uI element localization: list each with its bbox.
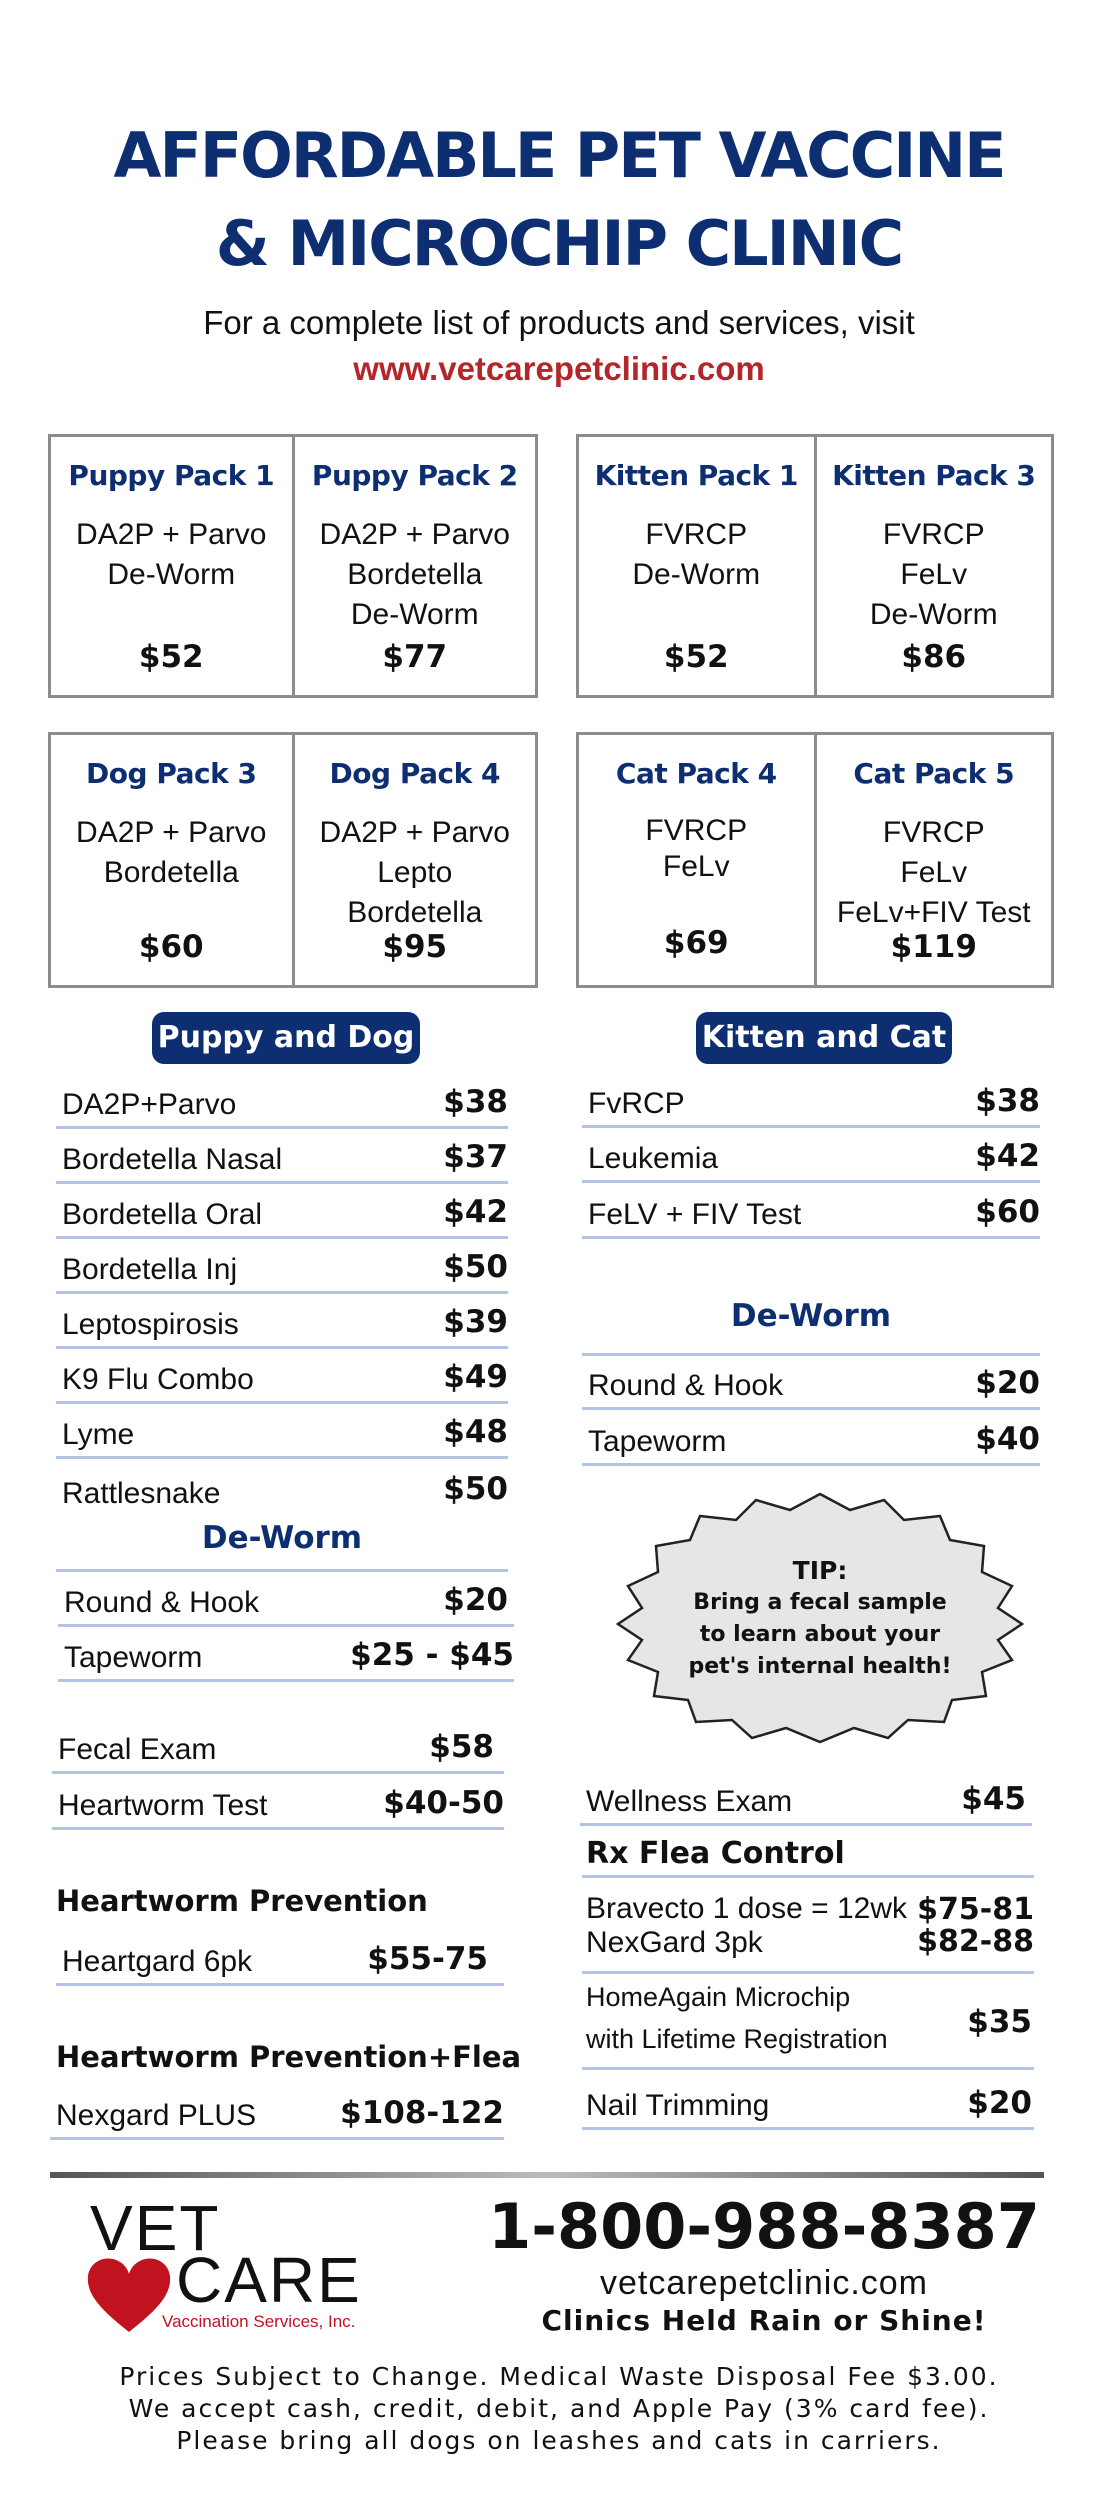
pack-price: $77 bbox=[382, 639, 448, 675]
pack-items bbox=[579, 813, 814, 885]
item-price: $39 bbox=[443, 1304, 508, 1340]
item-label: FvRCP bbox=[588, 1087, 685, 1120]
cat-deworm-heading: De-Worm bbox=[582, 1298, 1040, 1356]
page-title-line2: & MICROCHIP CLINIC bbox=[215, 207, 903, 280]
item-label: with Lifetime Registration bbox=[586, 2024, 888, 2054]
item-price: $45 bbox=[961, 1781, 1026, 1817]
pack-item: FeLv+FIV Test bbox=[836, 896, 1031, 929]
pack-item: FVRCP bbox=[882, 518, 985, 551]
item-price: $42 bbox=[975, 1138, 1040, 1174]
pack-price: $95 bbox=[382, 929, 448, 965]
pack-name: Cat Pack 4 bbox=[615, 757, 777, 790]
pack-item: Bordetella bbox=[103, 856, 239, 889]
price-row bbox=[56, 1930, 504, 1986]
cat-vaccine-list bbox=[582, 1076, 1040, 1239]
pack-price: $52 bbox=[138, 639, 204, 675]
price-row bbox=[50, 2084, 504, 2140]
page-title-line1: AFFORDABLE PET VACCINE bbox=[113, 119, 1005, 192]
kitten-packs-box bbox=[576, 434, 1054, 698]
pack-name: Dog Pack 3 bbox=[86, 757, 257, 790]
pack-item: FeLv bbox=[900, 856, 968, 889]
logo-vet-text: VET bbox=[90, 2192, 221, 2264]
pack-items bbox=[51, 515, 292, 595]
item-label: Bordetella Nasal bbox=[62, 1143, 283, 1176]
price-row bbox=[582, 2070, 1034, 2130]
pack-item: Lepto bbox=[377, 856, 453, 889]
item-label: Tapeworm bbox=[64, 1641, 203, 1674]
pack-card bbox=[814, 735, 1052, 985]
price-row bbox=[580, 1772, 1032, 1826]
price-row bbox=[582, 1076, 1040, 1128]
price-row bbox=[56, 1184, 508, 1239]
pack-price: $119 bbox=[890, 929, 977, 965]
item-label: Rattlesnake bbox=[62, 1477, 221, 1510]
item-price: $75-81 bbox=[917, 1892, 1034, 1927]
heart-icon bbox=[84, 2252, 174, 2336]
pack-item: FVRCP bbox=[645, 518, 748, 551]
item-price: $48 bbox=[443, 1414, 508, 1450]
item-price: $20 bbox=[967, 2085, 1032, 2121]
item-price: $20 bbox=[443, 1582, 508, 1618]
item-label: Lyme bbox=[62, 1418, 135, 1451]
pack-items bbox=[817, 515, 1052, 635]
footer-website[interactable]: vetcarepetclinic.com bbox=[599, 2264, 928, 2302]
tip-line: Bring a fecal sample bbox=[693, 1590, 947, 1615]
price-row bbox=[582, 1183, 1040, 1239]
price-row bbox=[56, 1076, 508, 1129]
item-label: DA2P+Parvo bbox=[62, 1088, 237, 1121]
dog-deworm-list bbox=[58, 1572, 514, 1682]
dog-vaccine-list bbox=[56, 1076, 508, 1513]
item-label: NexGard 3pk bbox=[586, 1926, 763, 1959]
item-price: $40-50 bbox=[383, 1785, 504, 1821]
pack-item: DA2P + Parvo bbox=[76, 518, 267, 551]
item-price: $82-88 bbox=[917, 1924, 1034, 1959]
website-link[interactable]: www.vetcarepetclinic.com bbox=[353, 350, 765, 387]
pack-item: Bordetella bbox=[347, 896, 483, 929]
pack-name: Cat Pack 5 bbox=[853, 757, 1015, 790]
subtitle: For a complete list of products and services, visit bbox=[203, 304, 915, 341]
item-price: $50 bbox=[443, 1471, 508, 1507]
kitten-cat-heading: Kitten and Cat bbox=[696, 1012, 952, 1064]
microchip-row bbox=[582, 1974, 1034, 2070]
price-row bbox=[56, 1404, 508, 1459]
tip-line: to learn about your bbox=[699, 1622, 941, 1647]
pack-items bbox=[295, 515, 536, 635]
pack-card bbox=[814, 437, 1052, 695]
price-row bbox=[56, 1294, 508, 1349]
item-price: $55-75 bbox=[367, 1941, 488, 1977]
item-price: $38 bbox=[443, 1084, 508, 1120]
item-label: Nexgard PLUS bbox=[56, 2099, 257, 2132]
flea-control-header bbox=[582, 1826, 1034, 1878]
item-price: $25 - $45 bbox=[350, 1637, 514, 1673]
pack-item: DA2P + Parvo bbox=[319, 816, 510, 849]
logo-care-text: CARE bbox=[176, 2244, 362, 2316]
item-price: $60 bbox=[975, 1194, 1040, 1230]
pack-name: Kitten Pack 3 bbox=[832, 459, 1036, 492]
price-row bbox=[582, 1128, 1040, 1183]
price-row bbox=[58, 1627, 514, 1682]
rain-or-shine: Clinics Held Rain or Shine! bbox=[541, 2304, 987, 2337]
flea-control-heading: Rx Flea Control bbox=[586, 1836, 845, 1871]
pack-card bbox=[292, 437, 536, 695]
pack-name: Puppy Pack 1 bbox=[68, 459, 275, 492]
item-label: Heartworm Test bbox=[58, 1789, 268, 1822]
pack-item: Bordetella bbox=[347, 558, 483, 591]
item-price: $49 bbox=[443, 1359, 508, 1395]
pack-item: De-Worm bbox=[632, 558, 761, 591]
pack-item: FeLv bbox=[900, 558, 968, 591]
puppy-packs-box bbox=[48, 434, 538, 698]
pack-item: De-Worm bbox=[350, 598, 479, 631]
price-row bbox=[582, 1356, 1040, 1410]
vetcare-logo bbox=[84, 2192, 394, 2336]
dog-packs-box bbox=[48, 732, 538, 988]
item-label: HomeAgain Microchip bbox=[586, 1982, 851, 2012]
pack-name: Kitten Pack 1 bbox=[594, 459, 798, 492]
pack-items bbox=[817, 813, 1052, 933]
item-label: K9 Flu Combo bbox=[62, 1363, 254, 1396]
footer-divider bbox=[50, 2172, 1044, 2178]
pack-price: $52 bbox=[663, 639, 729, 675]
price-row bbox=[56, 1129, 508, 1184]
item-label: Nail Trimming bbox=[586, 2089, 770, 2122]
pack-item: De-Worm bbox=[107, 558, 236, 591]
item-label: Wellness Exam bbox=[586, 1785, 793, 1818]
item-price: $108-122 bbox=[340, 2095, 504, 2131]
tip-callout bbox=[614, 1488, 1026, 1746]
flea-products bbox=[582, 1878, 1034, 1974]
pack-item: De-Worm bbox=[869, 598, 998, 631]
dog-deworm-heading: De-Worm bbox=[56, 1520, 508, 1572]
pack-name: Puppy Pack 2 bbox=[311, 459, 518, 492]
heartworm-flea-heading: Heartworm Prevention+Flea bbox=[56, 2040, 522, 2074]
pack-card bbox=[51, 735, 292, 985]
item-label: Leptospirosis bbox=[62, 1308, 239, 1341]
item-label: Leukemia bbox=[588, 1142, 719, 1175]
item-price: $58 bbox=[429, 1729, 494, 1765]
item-label: Fecal Exam bbox=[58, 1733, 217, 1766]
price-row bbox=[56, 1349, 508, 1404]
price-row bbox=[58, 1572, 514, 1627]
item-price: $20 bbox=[975, 1365, 1040, 1401]
pack-item: FeLv bbox=[662, 850, 730, 883]
item-price: $42 bbox=[443, 1194, 508, 1230]
dog-tests-list bbox=[52, 1726, 504, 1830]
pack-items bbox=[579, 515, 814, 595]
pack-price: $60 bbox=[138, 929, 204, 965]
fine-print-line: Please bring all dogs on leashes and cats in carriers. bbox=[176, 2426, 942, 2455]
pack-item: DA2P + Parvo bbox=[319, 518, 510, 551]
item-label: FeLV + FIV Test bbox=[588, 1198, 802, 1231]
fine-print-line: Prices Subject to Change. Medical Waste Disposal Fee $3.00. bbox=[119, 2362, 999, 2391]
item-label: Bordetella Inj bbox=[62, 1253, 238, 1286]
fine-print-line: We accept cash, credit, debit, and Apple Pay (3% card fee). bbox=[128, 2394, 990, 2423]
pack-price: $69 bbox=[663, 925, 729, 961]
cat-deworm-list bbox=[582, 1356, 1040, 1466]
item-label: Tapeworm bbox=[588, 1425, 727, 1458]
pack-card bbox=[51, 437, 292, 695]
logo-tagline: Vaccination Services, Inc. bbox=[162, 2312, 356, 2331]
tip-line: pet's internal health! bbox=[688, 1654, 952, 1679]
pack-card bbox=[579, 437, 814, 695]
heartworm-prevention-heading: Heartworm Prevention bbox=[56, 1884, 428, 1918]
pack-item: FVRCP bbox=[882, 816, 985, 849]
item-label: Round & Hook bbox=[64, 1586, 260, 1619]
tip-title: TIP: bbox=[792, 1556, 848, 1585]
item-price: $38 bbox=[975, 1083, 1040, 1119]
pack-items bbox=[295, 813, 536, 933]
price-row bbox=[56, 1239, 508, 1294]
price-row bbox=[52, 1774, 504, 1830]
item-price: $35 bbox=[967, 2004, 1032, 2040]
cat-packs-box bbox=[576, 732, 1054, 988]
pack-item: FVRCP bbox=[645, 814, 748, 847]
item-label: Heartgard 6pk bbox=[62, 1945, 253, 1978]
pack-items bbox=[51, 813, 292, 893]
starburst-shape bbox=[614, 1488, 1026, 1746]
pack-card bbox=[579, 735, 814, 985]
item-label: Bravecto 1 dose = 12wk bbox=[586, 1892, 908, 1925]
item-label: Bordetella Oral bbox=[62, 1198, 263, 1231]
item-label: Round & Hook bbox=[588, 1369, 784, 1402]
pack-name: Dog Pack 4 bbox=[329, 757, 500, 790]
pack-card bbox=[292, 735, 536, 985]
price-row bbox=[56, 1459, 508, 1513]
item-price: $37 bbox=[443, 1139, 508, 1175]
item-price: $50 bbox=[443, 1249, 508, 1285]
phone-number[interactable]: 1-800-988-8387 bbox=[488, 2190, 1040, 2263]
pack-price: $86 bbox=[901, 639, 967, 675]
price-row bbox=[52, 1726, 504, 1774]
item-price: $40 bbox=[975, 1421, 1040, 1457]
price-row bbox=[582, 1410, 1040, 1466]
puppy-dog-heading: Puppy and Dog bbox=[152, 1012, 420, 1064]
pack-item: DA2P + Parvo bbox=[76, 816, 267, 849]
